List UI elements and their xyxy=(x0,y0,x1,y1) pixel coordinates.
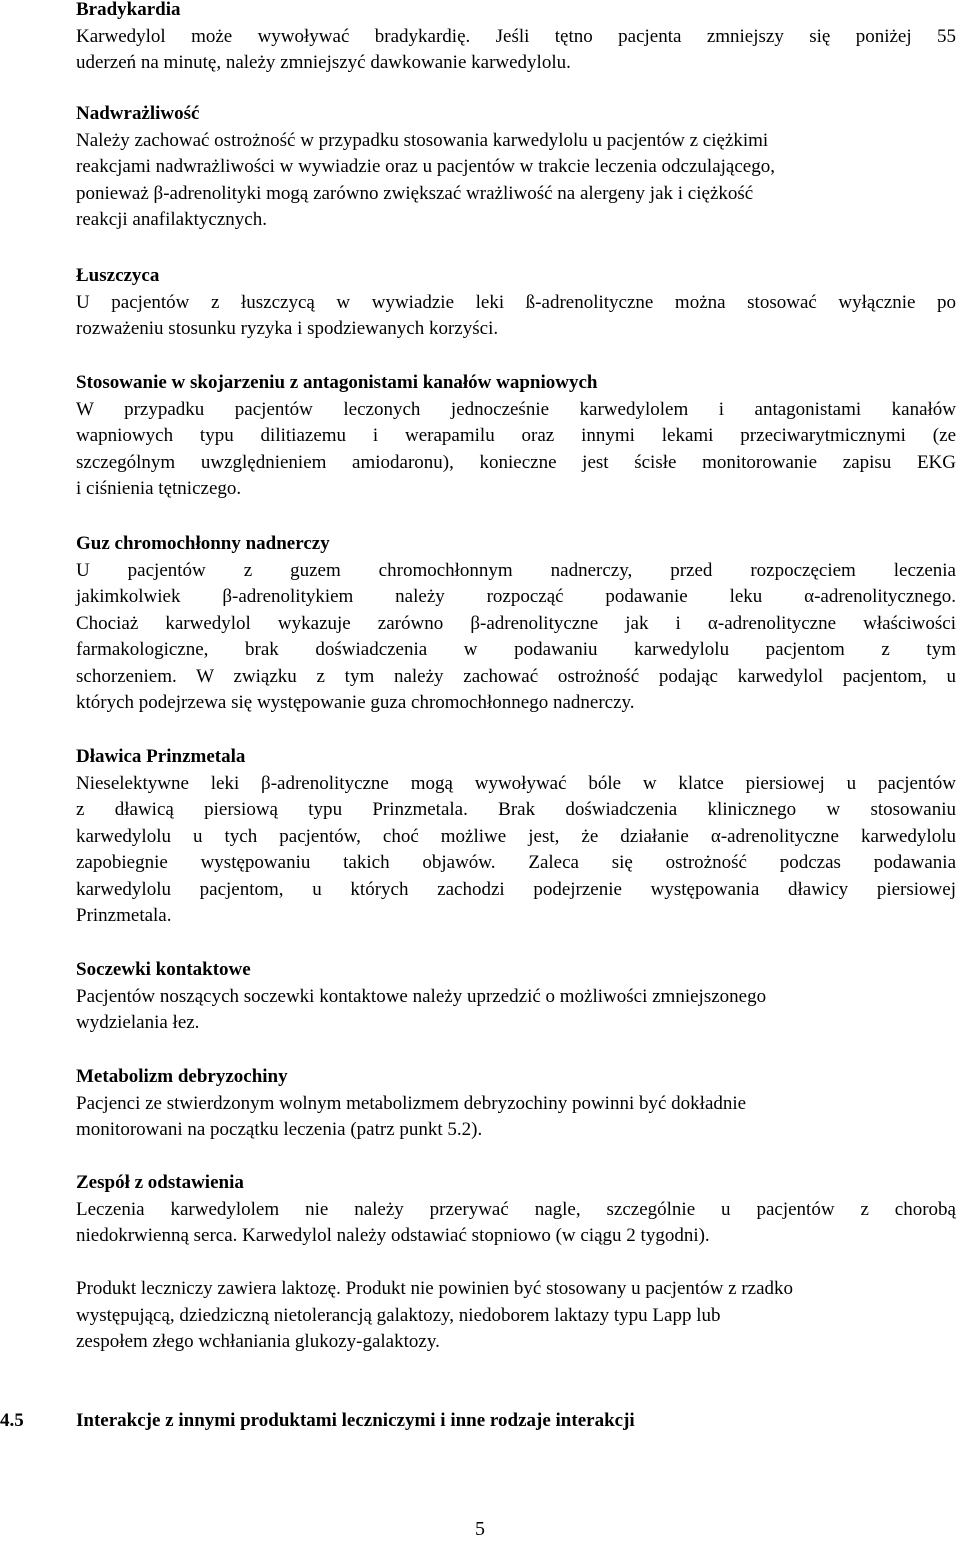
paragraph-line: karwedylolu u tych pacjentów, choć możliwe jest, że działanie α-adrenolityczne karwedylolu xyxy=(76,825,956,847)
section-number: 4.5 xyxy=(0,1410,24,1431)
paragraph-line: Pacjenci ze stwierdzonym wolnym metabolizmem debryzochiny powinni być dokładnie xyxy=(76,1092,747,1114)
section-soczewki-kontaktowe xyxy=(76,957,956,1037)
section-heading: Bradykardia xyxy=(76,0,181,20)
section-heading: Zespół z odstawienia xyxy=(76,1172,244,1193)
paragraph-line: farmakologiczne, brak doświadczenia w podawaniu karwedylolu pacjentom z tym xyxy=(76,639,956,660)
section-laktoza xyxy=(76,1276,956,1356)
section-luszczyca xyxy=(76,263,956,343)
section-nadwrazliwosc xyxy=(76,101,956,234)
paragraph-line: niedokrwienną serca. Karwedylol należy odstawiać stopniowo (w ciągu 2 tygodni). xyxy=(76,1225,710,1246)
paragraph-line: Karwedylol może wywoływać bradykardię. Jeśli tętno pacjenta zmniejszy się poniżej 55 xyxy=(76,25,956,47)
section-heading: Stosowanie w skojarzeniu z antagonistami kanałów wapniowych xyxy=(76,372,598,393)
section-antagonisci-wapnia xyxy=(76,370,956,503)
section-paragraph xyxy=(76,771,956,930)
paragraph-line: uderzeń na minutę, należy zmniejszyć dawkowanie karwedylolu. xyxy=(76,52,571,73)
paragraph-line: Prinzmetala. xyxy=(76,905,172,926)
paragraph-line: wydzielania łez. xyxy=(76,1012,200,1033)
section-paragraph xyxy=(76,397,956,503)
section-heading: Nadwrażliwość xyxy=(76,103,200,124)
paragraph-line: wapniowych typu dilitiazemu i werapamilu oraz innymi lekami przeciwarytmicznymi (ze xyxy=(76,425,956,446)
section-heading: Dławica Prinzmetala xyxy=(76,746,246,767)
paragraph-line: Leczenia karwedylolem nie należy przerywać nagle, szczególnie u pacjentów z chorobą xyxy=(76,1198,956,1220)
section-metabolizm-debryzochiny xyxy=(76,1064,956,1144)
paragraph-line: Pacjentów noszących soczewki kontaktowe należy uprzedzić o możliwości zmniejszonego xyxy=(76,985,767,1007)
paragraph-line: których podejrzewa się występowanie guza chromochłonnego nadnerczy. xyxy=(76,692,635,713)
section-paragraph xyxy=(76,290,956,343)
paragraph-line: Produkt leczniczy zawiera laktozę. Produkt nie powinien być stosowany u pacjentów z rzadko xyxy=(76,1278,794,1299)
section-title: Interakcje z innymi produktami leczniczymi i inne rodzaje interakcji xyxy=(76,1410,635,1431)
section-paragraph xyxy=(76,1276,956,1356)
paragraph-line: U pacjentów z łuszczycą w wywiadzie leki ß-adrenolityczne można stosować wyłącznie po xyxy=(76,291,956,313)
paragraph-line: reakcji anafilaktycznych. xyxy=(76,209,267,230)
section-dlawica-prinzmetala xyxy=(76,744,956,930)
section-heading: Łuszczyca xyxy=(76,265,160,286)
paragraph-line: zespołem złego wchłaniania glukozy-galaktozy. xyxy=(76,1331,440,1352)
section-heading: Guz chromochłonny nadnerczy xyxy=(76,533,330,554)
paragraph-line: Nieselektywne leki β-adrenolityczne mogą wywoływać bóle w klatce piersiowej u pacjentów xyxy=(76,772,956,794)
paragraph-line: U pacjentów z guzem chromochłonnym nadnerczy, przed rozpoczęciem leczenia xyxy=(76,559,956,581)
paragraph-line: monitorowani na początku leczenia (patrz punkt 5.2). xyxy=(76,1119,483,1140)
paragraph-line: ponieważ β-adrenolityki mogą zarówno zwiększać wrażliwość na alergeny jak i ciężkość xyxy=(76,182,754,204)
section-paragraph xyxy=(76,1197,956,1250)
paragraph-line: jakimkolwiek β-adrenolitykiem należy rozpocząć podawanie leku α-adrenolitycznego. xyxy=(76,586,956,607)
section-bradykardia xyxy=(76,0,956,77)
page-number: 5 xyxy=(475,1518,485,1540)
paragraph-line: rozważeniu stosunku ryzyka i spodziewanych korzyści. xyxy=(76,318,499,339)
paragraph-line: szczególnym uwzględnieniem amiodaronu), konieczne jest ścisłe monitorowanie zapisu EKG xyxy=(76,451,956,473)
paragraph-line: występującą, dziedziczną nietolerancją galaktozy, niedoborem laktazy typu Lapp lub xyxy=(76,1304,721,1326)
section-guz-chromochlonny xyxy=(76,531,956,717)
section-heading: Soczewki kontaktowe xyxy=(76,959,251,980)
paragraph-line: karwedylolu pacjentom, u których zachodzi podejrzenie występowania dławicy piersiowej xyxy=(76,878,956,900)
paragraph-line: schorzeniem. W związku z tym należy zachować ostrożność podając karwedylol pacjentom, u xyxy=(76,665,956,687)
paragraph-line: zapobiegnie występowaniu takich objawów. Zaleca się ostrożność podczas podawania xyxy=(76,852,956,873)
paragraph-line: reakcjami nadwrażliwości w wywiadzie oraz u pacjentów w trakcie leczenia odczulającego, xyxy=(76,156,775,177)
paragraph-line: z dławicą piersiową typu Prinzmetala. Brak doświadczenia klinicznego w stosowaniu xyxy=(76,799,956,820)
section-paragraph xyxy=(76,984,956,1037)
paragraph-line: i ciśnienia tętniczego. xyxy=(76,478,242,499)
paragraph-line: Należy zachować ostrożność w przypadku stosowania karwedylolu u pacjentów z ciężkimi xyxy=(76,129,769,151)
section-zespol-z-odstawienia xyxy=(76,1170,956,1250)
section-paragraph xyxy=(76,24,956,77)
section-paragraph xyxy=(76,558,956,717)
section-paragraph xyxy=(76,128,956,234)
paragraph-line: Chociaż karwedylol wykazuje zarówno β-adrenolityczne jak i α-adrenolityczne właściwości xyxy=(76,612,956,634)
section-paragraph xyxy=(76,1091,956,1144)
paragraph-line: W przypadku pacjentów leczonych jednocześnie karwedylolem i antagonistami kanałów xyxy=(76,398,956,420)
section-heading: Metabolizm debryzochiny xyxy=(76,1066,288,1087)
